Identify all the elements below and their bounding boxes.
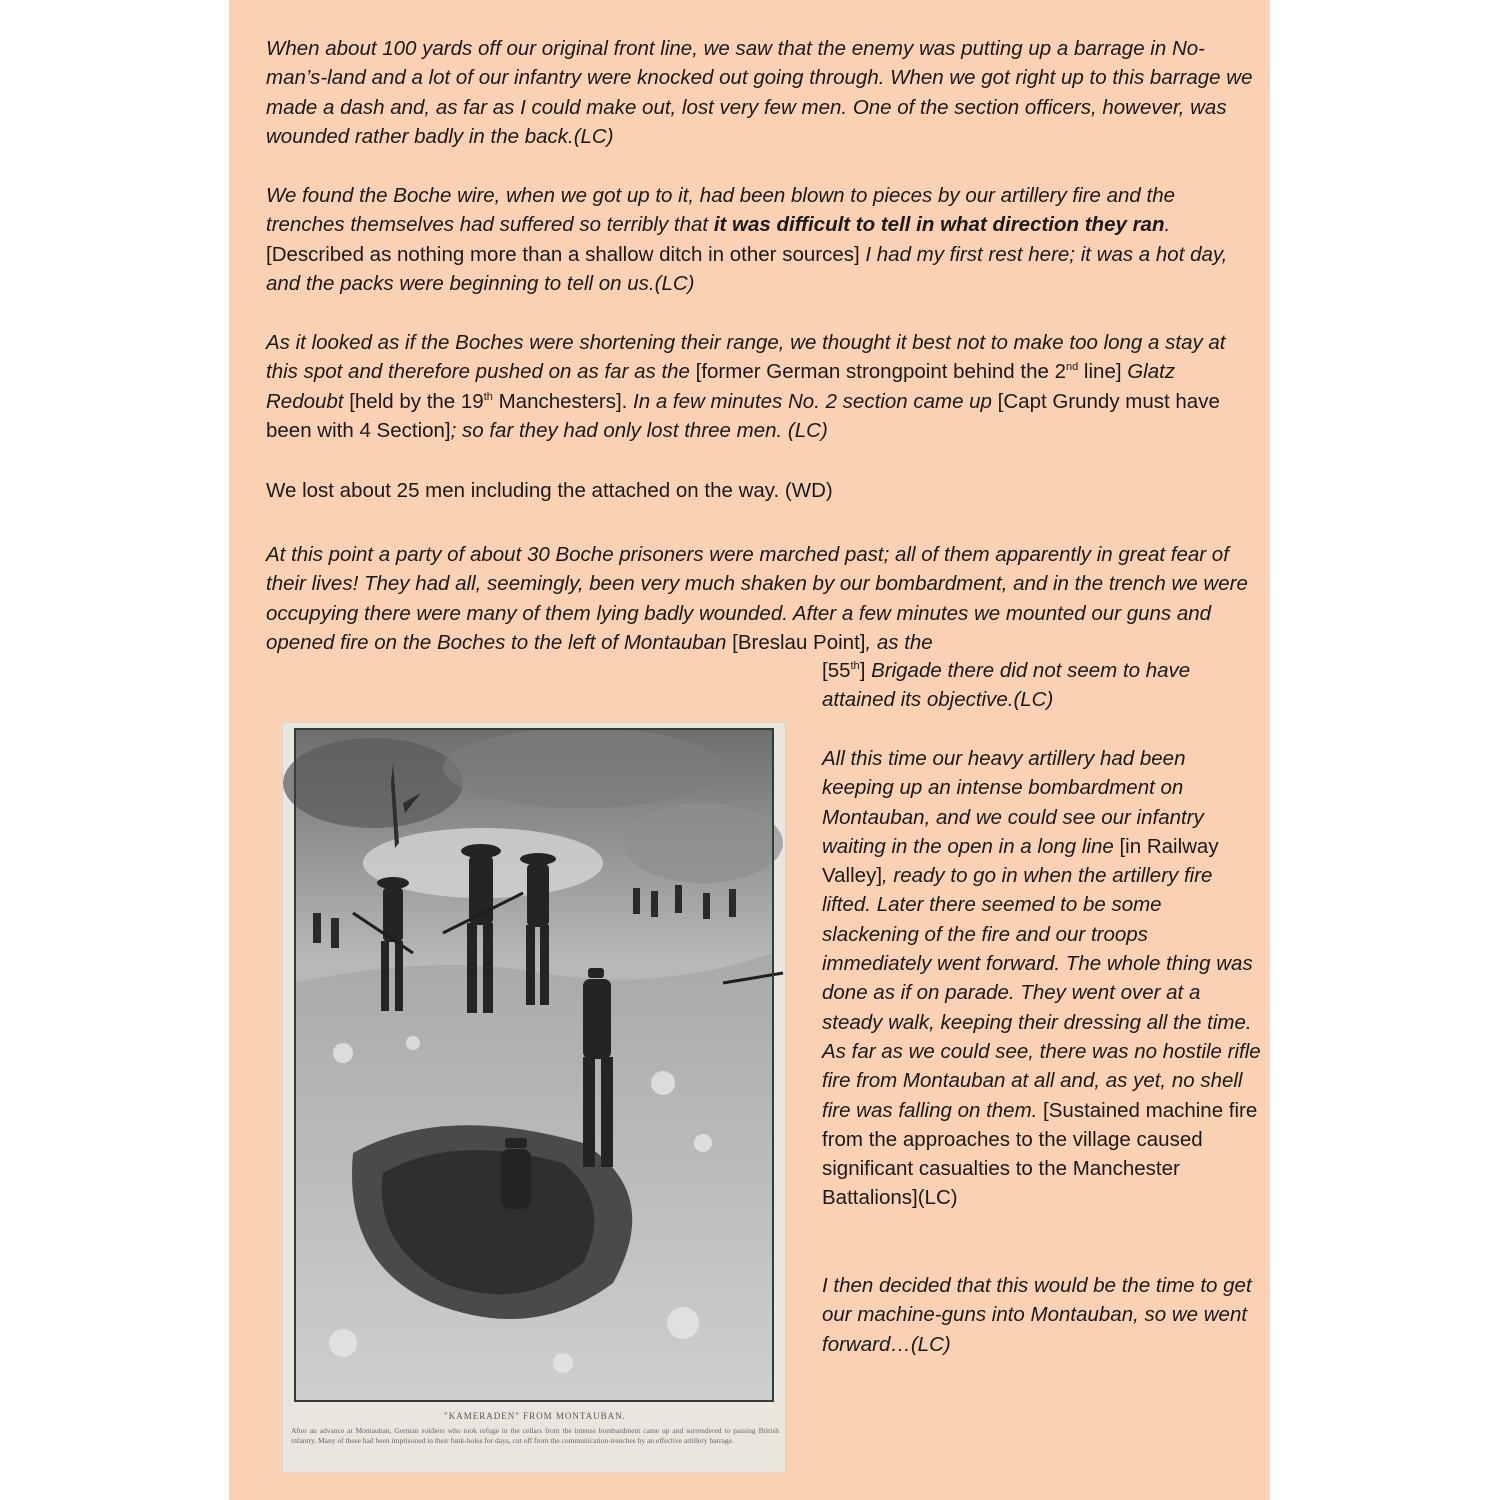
glatz-text-2: In a few minutes No. 2 section came up bbox=[633, 389, 992, 413]
glatz-annotation-3: [Capt Grundy must have been with 4 Section] bbox=[266, 389, 1220, 442]
illustration-caption-text: After an advance at Montauban, German soldiers who took refuge in the cellars from the intense bombardment came up and surrendered to passing British infantry. Many of these had been imprisoned in their funk-holes for days, cut off from the communication-trenches by an effective artillery barrage. bbox=[291, 1426, 779, 1445]
paragraph-boche-wire bbox=[266, 181, 1256, 298]
brigade-text: Brigade there did not seem to have attained its objective.(LC) bbox=[822, 659, 1191, 712]
artillery-annotation-1: [in Railway Valley] bbox=[822, 834, 1219, 888]
glatz-text-1: As it looked as if the Boches were shortening their range, we thought it best not to make too long a stay at this spot and therefore pushed on as far as the bbox=[266, 331, 1226, 384]
artillery-text-1: All this time our heavy artillery had been keeping up an intense bombardment on Montauban, and we could see our infantry waiting in the open in a long line bbox=[822, 747, 1204, 858]
glatz-text-3: ; so far they had only lost three men. (LC) bbox=[450, 418, 828, 442]
boche-wire-period: . bbox=[1164, 213, 1171, 237]
glatz-superscript-th: th bbox=[483, 390, 493, 403]
boche-wire-text-1: We found the Boche wire, when we got up to it, had been blown to pieces by our artillery fire and the trenches themselves had suffered so terribly that bbox=[266, 184, 1175, 237]
historical-illustration bbox=[282, 722, 786, 1473]
glatz-annotation-2b: Manchesters]. bbox=[492, 389, 634, 413]
prisoners-text-2: , as the bbox=[865, 630, 933, 654]
prisoners-text-1: At this point a party of about 30 Boche prisoners were marched past; all of them apparently in great fear of their lives! They had all, seemingly, been very much shaken by our bombardment, and in the trench we were occupying there were many of them lying badly wounded. After a few minutes we mounted our guns and opened fire on the Boches to the left of Montauban bbox=[266, 543, 1248, 654]
paragraph-heavy-artillery bbox=[822, 744, 1262, 1213]
paragraph-brigade bbox=[822, 656, 1262, 715]
glatz-annotation-2: [held by the 19 bbox=[343, 389, 484, 413]
paragraph-barrage: When about 100 yards off our original front line, we saw that the enemy was putting up a barrage in No-man’s-land and a lot of our infantry were knocked out going through. When we got right up to this barrage we made a dash and, as far as I could make out, lost very few men. One of the section officers, however, was wounded rather badly in the back.(LC) bbox=[266, 37, 1253, 148]
glatz-superscript-nd: nd bbox=[1065, 361, 1079, 374]
paragraph-glatz-redoubt bbox=[266, 328, 1256, 445]
boche-wire-emphasis: it was difficult to tell in what direction they ran bbox=[713, 213, 1165, 237]
brigade-annotation: [55 bbox=[822, 659, 851, 682]
paragraph-war-diary: We lost about 25 men including the attached on the way. (WD) bbox=[266, 479, 833, 502]
boche-wire-annotation: [Described as nothing more than a shallow ditch in other sources] bbox=[266, 242, 866, 266]
glatz-annotation-1b: line] bbox=[1078, 360, 1128, 384]
paragraph-prisoners bbox=[266, 540, 1256, 657]
illustration-artwork bbox=[283, 723, 785, 1403]
glatz-redoubt-name: Glatz Redoubt bbox=[266, 360, 1176, 413]
glatz-annotation-1: [former German strongpoint behind the 2 bbox=[695, 360, 1066, 384]
brigade-annotation-close: ] bbox=[859, 659, 872, 682]
document-page bbox=[229, 0, 1270, 1500]
illustration-caption-title: "KAMERADEN" FROM MONTAUBAN. bbox=[444, 1411, 626, 1421]
artillery-annotation-2: [Sustained machine fire from the approaches to the village caused significant casualties to the Manchester Battalions](LC) bbox=[822, 1098, 1258, 1210]
prisoners-annotation: [Breslau Point] bbox=[732, 630, 866, 654]
brigade-superscript-th: th bbox=[850, 660, 860, 673]
paragraph-machine-guns: I then decided that this would be the time to get our machine-guns into Montauban, so we went forward…(LC) bbox=[822, 1274, 1252, 1356]
artillery-text-2: , ready to go in when the artillery fire lifted. Later there seemed to be some slackening of the fire and our troops immediately went forward. The whole thing was done as if on parade. They went over at a steady walk, keeping their dressing all the time. As far as we could see, there was no hostile rifle fire from Montauban at all and, as yet, no shell fire was falling on them. bbox=[822, 864, 1261, 1122]
boche-wire-text-2: I had my first rest here; it was a hot day, and the packs were beginning to tell on us.(LC) bbox=[266, 242, 1228, 295]
